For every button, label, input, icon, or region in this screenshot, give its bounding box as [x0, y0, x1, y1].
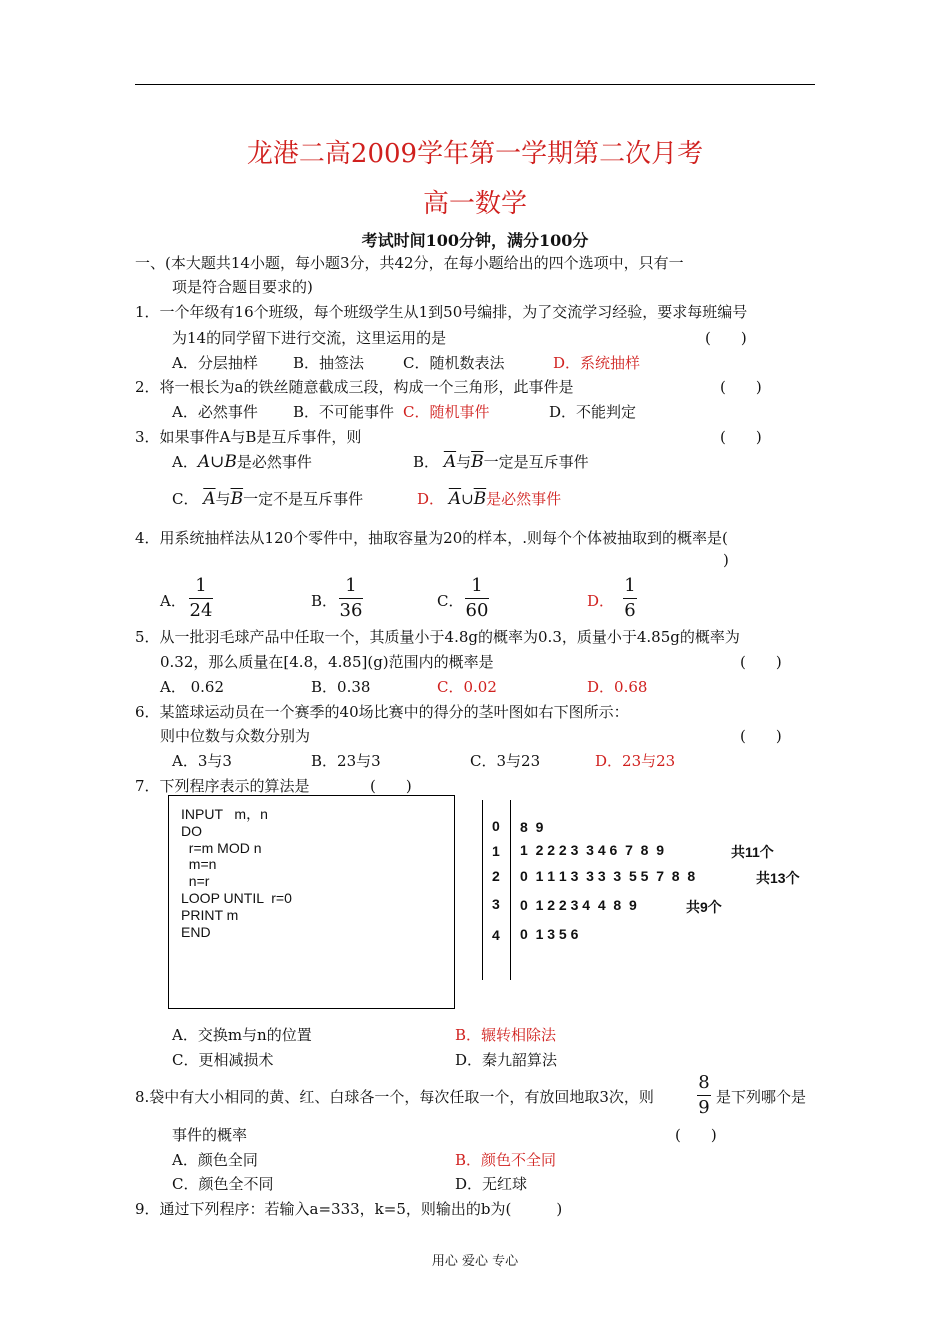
q4-option-b-fraction	[339, 575, 363, 622]
q4-option-d-den: 6	[624, 600, 636, 621]
q8-answer-paren: ( )	[675, 1126, 717, 1144]
q1-option-a: A．分层抽样	[172, 354, 258, 372]
q6-answer-paren: ( )	[740, 727, 782, 745]
q4-option-a-fraction	[189, 575, 213, 622]
q4-option-a-den: 24	[189, 600, 213, 621]
q4-option-d-num: 1	[624, 575, 636, 596]
q3-option-b-mid: 与	[456, 453, 472, 471]
q4-option-b-label: B．	[311, 592, 338, 610]
q4-answer-paren-close: )	[723, 551, 729, 569]
q3-option-c	[172, 488, 363, 509]
q3-option-d-math1: $\overline{A}$	[448, 489, 462, 509]
q8-option-c: C．颜色全不同	[172, 1175, 274, 1193]
q9-text: 9．通过下列程序：若输入a=333，k=5，则输出的b为( )	[135, 1200, 563, 1218]
q7-option-d: D．秦九韶算法	[455, 1051, 558, 1069]
q4-text: 4．用系统抽样法从120个零件中，抽取容量为20的样本，.则每个个体被抽取到的概率是(	[135, 529, 728, 547]
section-heading-line2: 项是符合题目要求的)	[172, 278, 313, 296]
leaves-4: 0 1 3 5 6	[520, 926, 579, 942]
q8-option-b: B．颜色不全同	[455, 1151, 557, 1169]
q6-option-d: D．23与23	[595, 752, 676, 770]
q4-option-b-num: 1	[345, 575, 357, 596]
subject-title: 高一数学	[422, 189, 527, 219]
stem-0: 0	[492, 818, 500, 834]
stem-4: 4	[492, 927, 500, 943]
q3-option-d-op: ∪	[461, 490, 474, 508]
q3-option-b	[413, 451, 589, 472]
leaves-2: 0 1 1 1 3 3 3 3 5 5 7 8 8	[520, 868, 696, 884]
q2-text: 2．将一根长为a的铁丝随意截成三段，构成一个三角形，此事件是	[135, 378, 574, 396]
q3-option-c-mid: 与	[215, 490, 231, 508]
q4-option-a-label: A．	[160, 592, 186, 610]
stem-3: 3	[492, 896, 500, 912]
q1-answer-paren: ( )	[705, 329, 747, 347]
q2-option-a: A．必然事件	[172, 403, 258, 421]
stem-leaf-divider	[510, 800, 511, 980]
q3-option-b-math2: $\overline{B}$	[471, 452, 484, 472]
q3-option-c-text: 一定不是互斥事件	[243, 490, 364, 508]
q4-option-c-label: C．	[437, 592, 464, 610]
q3-option-d-math2: $\overline{B}$	[473, 489, 487, 509]
q1-text-line2: 为14的同学留下进行交流，这里运用的是	[172, 329, 447, 347]
program-box: INPUT m，n DO r=m MOD n m=n n=r LOOP UNTIL r=0 PRINT m END	[168, 795, 455, 1009]
q4-option-d-fraction	[623, 575, 637, 622]
q5-text-line1: 5．从一批羽毛球产品中任取一个，其质量小于4.8g的概率为0.3，质量小于4.85g的概率为	[135, 628, 740, 646]
q4-option-c-den: 60	[465, 600, 489, 621]
q7-option-c: C．更相减损术	[172, 1051, 274, 1069]
page-footer: 用心 爱心 专心	[431, 1254, 519, 1269]
q7-option-b: B．辗转相除法	[455, 1026, 557, 1044]
q3-option-a-label: A．	[172, 453, 198, 471]
total-3: 共9个	[686, 899, 722, 915]
q3-option-b-text: 一定是互斥事件	[483, 453, 589, 471]
q5-option-d: D．0.68	[587, 678, 648, 696]
q3-option-d	[417, 488, 561, 509]
leaves-0: 8 9	[520, 819, 544, 835]
stem-1: 1	[492, 843, 500, 859]
q3-option-a-math: A∪B	[197, 452, 237, 472]
q4-option-b-den: 36	[339, 600, 363, 621]
q8-text-line1a: 8.袋中有大小相同的黄、红、白球各一个，每次任取一个，有放回地取3次，则	[135, 1088, 654, 1106]
section-heading-line1: 一、(本大题共14小题，每小题3分，共42分，在每小题给出的四个选项中，只有一	[135, 254, 684, 272]
stem-2: 2	[492, 868, 500, 884]
q5-text-line2: 0.32，那么质量在[4.8，4.85](g)范围内的概率是	[160, 653, 494, 671]
q1-option-d: D．系统抽样	[553, 354, 641, 372]
q4-option-c-fraction	[465, 575, 489, 622]
q3-option-a-text: 是必然事件	[236, 453, 312, 471]
q7-answer-paren: ( )	[370, 777, 412, 795]
q4-option-a-num: 1	[195, 575, 207, 596]
fraction-bar	[465, 598, 489, 599]
q8-fraction-num: 8	[698, 1072, 710, 1093]
q5-option-c: C．0.02	[437, 678, 497, 696]
q3-answer-paren: ( )	[720, 428, 762, 446]
q3-option-d-text: 是必然事件	[486, 490, 562, 508]
fraction-bar	[339, 598, 363, 599]
exam-title: 龙港二高2009学年第一学期第二次月考	[246, 139, 704, 169]
q6-option-a: A．3与3	[172, 752, 232, 770]
q3-text: 3．如果事件A与B是互斥事件，则	[135, 428, 362, 446]
q3-option-b-math1: $\overline{A}$	[443, 452, 457, 472]
q5-option-a: A． 0.62	[160, 678, 224, 696]
stem-leaf-left-rule	[482, 800, 483, 980]
q7-text: 7．下列程序表示的算法是	[135, 777, 310, 795]
q8-fraction	[697, 1072, 711, 1119]
q1-option-c: C．随机数表法	[403, 354, 505, 372]
q8-text-line2: 事件的概率	[172, 1126, 248, 1144]
q5-answer-paren: ( )	[740, 653, 782, 671]
q6-option-c: C．3与23	[470, 752, 541, 770]
total-2: 共13个	[756, 870, 800, 886]
q1-option-b: B．抽签法	[293, 354, 365, 372]
q2-option-c: C．随机事件	[403, 403, 490, 421]
q6-text-line1: 6．某篮球运动员在一个赛季的40场比赛中的得分的茎叶图如右下图所示：	[135, 703, 629, 721]
q3-option-a	[172, 451, 312, 472]
q8-text-line1b: 是下列哪个是	[716, 1088, 807, 1106]
q3-option-c-math2: $\overline{B}$	[230, 489, 244, 509]
q3-option-d-label: D．	[417, 490, 445, 508]
q2-option-b: B．不可能事件	[293, 403, 395, 421]
q3-option-c-math1: $\overline{A}$	[203, 489, 216, 509]
q1-text-line1: 1．一个年级有16个班级，每个班级学生从1到50号编排，为了交流学习经验，要求每班编号	[135, 303, 748, 321]
q4-option-d-label: D．	[587, 592, 615, 610]
leaves-3: 0 1 2 2 3 4 4 8 9	[520, 897, 637, 913]
q3-option-b-label: B．	[413, 453, 440, 471]
q7-option-a: A．交换m与n的位置	[172, 1026, 312, 1044]
fraction-bar	[623, 598, 637, 599]
q6-option-b: B．23与3	[311, 752, 381, 770]
leaves-1: 1 2 2 2 3 3 4 6 7 8 9	[520, 842, 664, 858]
fraction-bar	[189, 598, 213, 599]
q2-answer-paren: ( )	[720, 378, 762, 396]
top-rule	[135, 84, 815, 85]
q2-option-d: D．不能判定	[549, 403, 637, 421]
total-1: 共11个	[731, 844, 774, 860]
q4-option-c-num: 1	[471, 575, 483, 596]
fraction-bar	[697, 1095, 711, 1096]
q6-text-line2: 则中位数与众数分别为	[160, 727, 311, 745]
exam-info: 考试时间100分钟，满分100分	[361, 231, 589, 250]
q5-option-b: B．0.38	[311, 678, 371, 696]
q3-option-c-label: C．	[172, 490, 199, 508]
q8-option-d: D．无红球	[455, 1175, 528, 1193]
q8-fraction-den: 9	[698, 1097, 710, 1118]
q8-option-a: A．颜色全同	[172, 1151, 258, 1169]
